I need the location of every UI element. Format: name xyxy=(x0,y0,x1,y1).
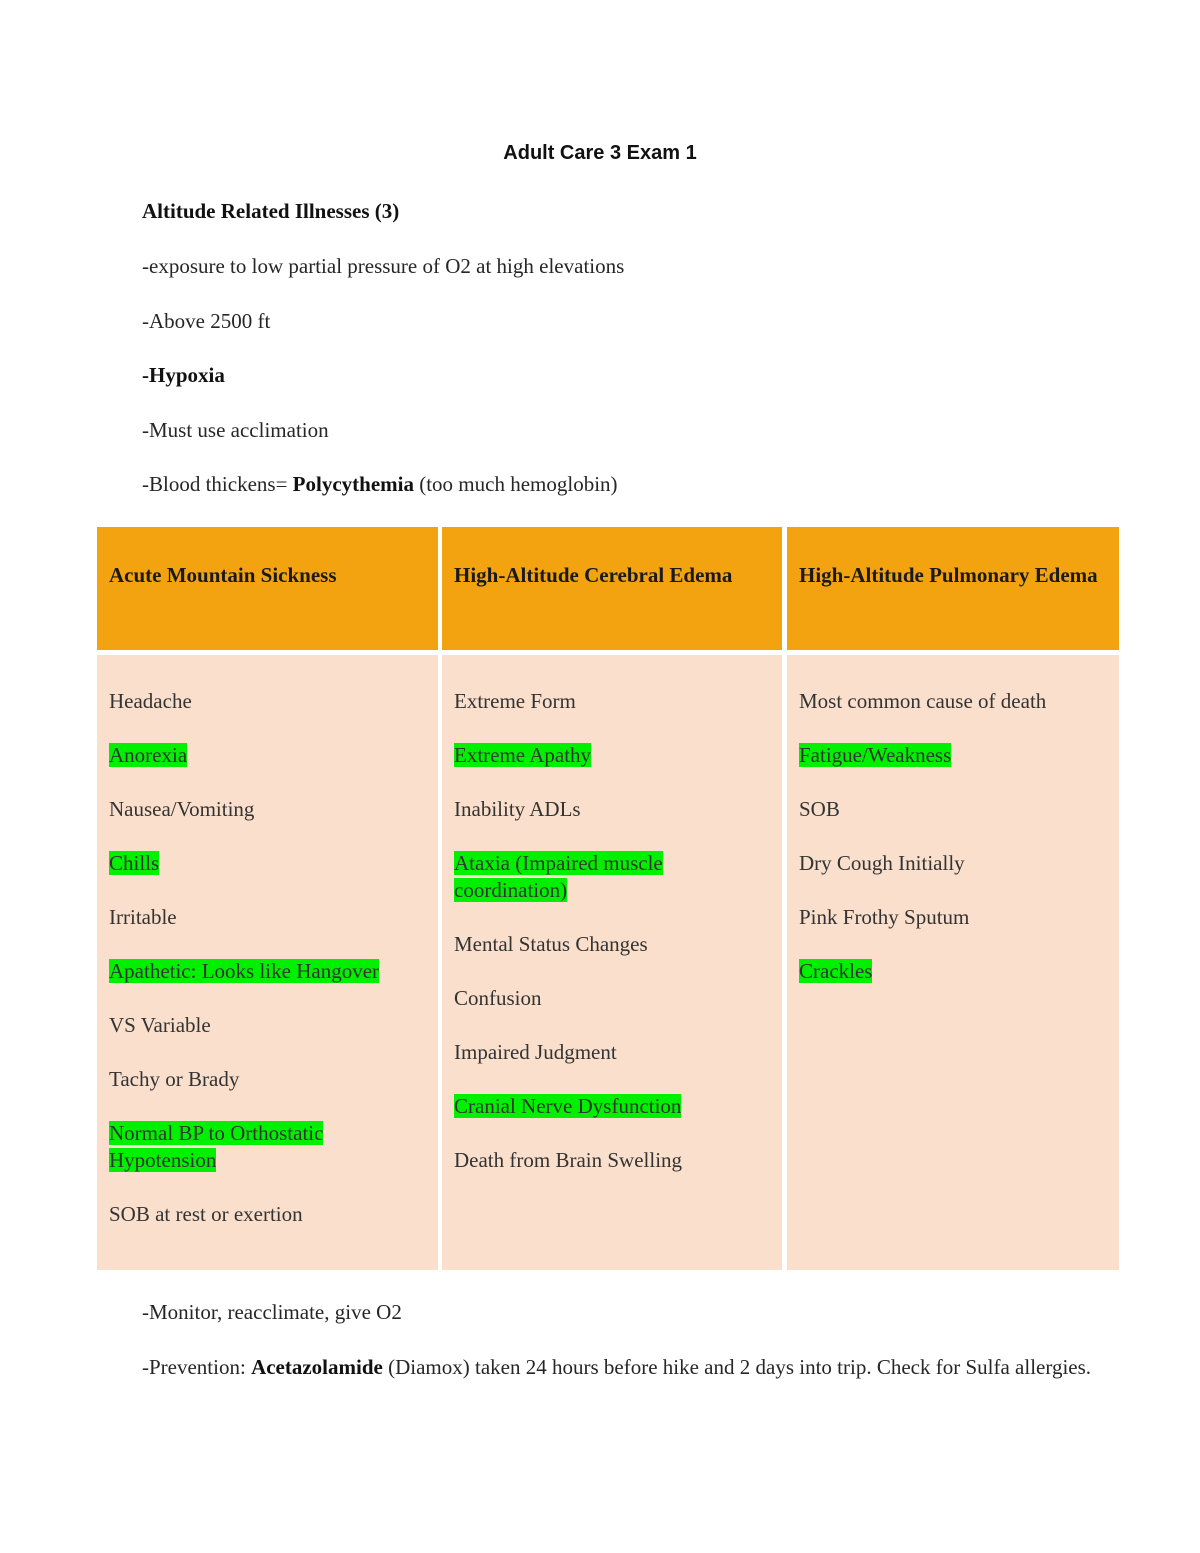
symptom-text: Anorexia xyxy=(109,743,188,767)
symptom-text: Tachy or Brady xyxy=(109,1067,240,1091)
symptom-text: VS Variable xyxy=(109,1013,211,1037)
monitor-line: -Monitor, reacclimate, give O2 xyxy=(142,1300,402,1324)
symptom-item xyxy=(799,796,1107,823)
symptom-item xyxy=(454,850,770,904)
symptom-text: Normal BP to Orthostatic Hypotension xyxy=(109,1121,324,1172)
intro-line-altitude: -Above 2500 ft xyxy=(142,309,271,333)
prevention-prefix: -Prevention: xyxy=(142,1355,252,1379)
symptom-text: Irritable xyxy=(109,905,177,929)
symptom-text: Ataxia (Impaired muscle coordination) xyxy=(454,851,663,902)
symptom-item xyxy=(454,1039,770,1066)
symptom-item xyxy=(454,796,770,823)
acclimation-line: -Must use acclimation xyxy=(142,418,329,442)
symptom-item xyxy=(109,904,426,931)
symptom-text: Inability ADLs xyxy=(454,797,581,821)
symptom-item xyxy=(109,850,426,877)
hypoxia-term: Hypoxia xyxy=(149,363,225,387)
symptom-text: Extreme Form xyxy=(454,689,576,713)
column-pulmonary-edema xyxy=(787,655,1119,1270)
symptom-text: Apathetic: Looks like Hangover xyxy=(109,959,380,983)
prevention-paragraph xyxy=(142,1354,1092,1381)
symptom-text: Impaired Judgment xyxy=(454,1040,617,1064)
column-cerebral-edema xyxy=(442,655,782,1270)
symptom-item xyxy=(799,742,1107,769)
symptom-text: Crackles xyxy=(799,959,873,983)
symptom-text: Pink Frothy Sputum xyxy=(799,905,970,929)
symptom-text: Chills xyxy=(109,851,160,875)
header-acute-mountain-sickness: Acute Mountain Sickness xyxy=(97,527,438,650)
section-heading: Altitude Related Illnesses (3) xyxy=(142,199,400,223)
blood-line xyxy=(142,471,618,498)
symptom-item xyxy=(454,1093,770,1120)
symptom-item xyxy=(109,1066,426,1093)
symptom-item xyxy=(454,688,770,715)
blood-suffix: (too much hemoglobin) xyxy=(413,472,618,496)
symptom-text: SOB at rest or exertion xyxy=(109,1202,303,1226)
symptom-text: SOB xyxy=(799,797,840,821)
symptom-item xyxy=(109,1201,426,1228)
document-title: Adult Care 3 Exam 1 xyxy=(503,142,697,164)
symptom-item xyxy=(454,742,770,769)
symptom-item xyxy=(109,1120,426,1174)
symptom-item xyxy=(109,742,426,769)
symptom-item xyxy=(454,1147,770,1174)
symptom-item xyxy=(454,931,770,958)
symptom-item xyxy=(799,850,1107,877)
symptom-item xyxy=(109,796,426,823)
symptom-item xyxy=(799,958,1107,985)
symptom-text: Cranial Nerve Dysfunction xyxy=(454,1094,682,1118)
symptom-text: Headache xyxy=(109,689,192,713)
symptom-text: Extreme Apathy xyxy=(454,743,592,767)
intro-line-exposure: -exposure to low partial pressure of O2 at high elevations xyxy=(142,254,625,278)
symptom-text: Dry Cough Initially xyxy=(799,851,965,875)
symptom-item xyxy=(109,958,426,985)
symptom-item xyxy=(109,1012,426,1039)
symptom-text: Confusion xyxy=(454,986,542,1010)
header-pulmonary-edema: High-Altitude Pulmonary Edema xyxy=(787,527,1119,650)
symptom-text: Mental Status Changes xyxy=(454,932,648,956)
header-cerebral-edema: High-Altitude Cerebral Edema xyxy=(442,527,782,650)
blood-prefix: -Blood thickens= xyxy=(142,472,293,496)
acetazolamide-term: Acetazolamide xyxy=(251,1355,383,1379)
symptom-text: Most common cause of death xyxy=(799,689,1047,713)
symptom-text: Nausea/Vomiting xyxy=(109,797,255,821)
symptom-item xyxy=(109,688,426,715)
column-acute-mountain-sickness xyxy=(97,655,438,1270)
polycythemia-term: Polycythemia xyxy=(292,472,414,496)
symptom-item xyxy=(799,688,1107,715)
symptom-item xyxy=(454,985,770,1012)
symptom-text: Fatigue/Weakness xyxy=(799,743,952,767)
hypoxia-dash: - xyxy=(142,363,149,387)
symptom-item xyxy=(799,904,1107,931)
symptom-text: Death from Brain Swelling xyxy=(454,1148,683,1172)
hypoxia-line xyxy=(142,362,225,389)
illness-table xyxy=(97,527,1119,1270)
prevention-suffix: (Diamox) taken 24 hours before hike and 2 days into trip. Check for Sulfa allergies. xyxy=(382,1355,1092,1379)
